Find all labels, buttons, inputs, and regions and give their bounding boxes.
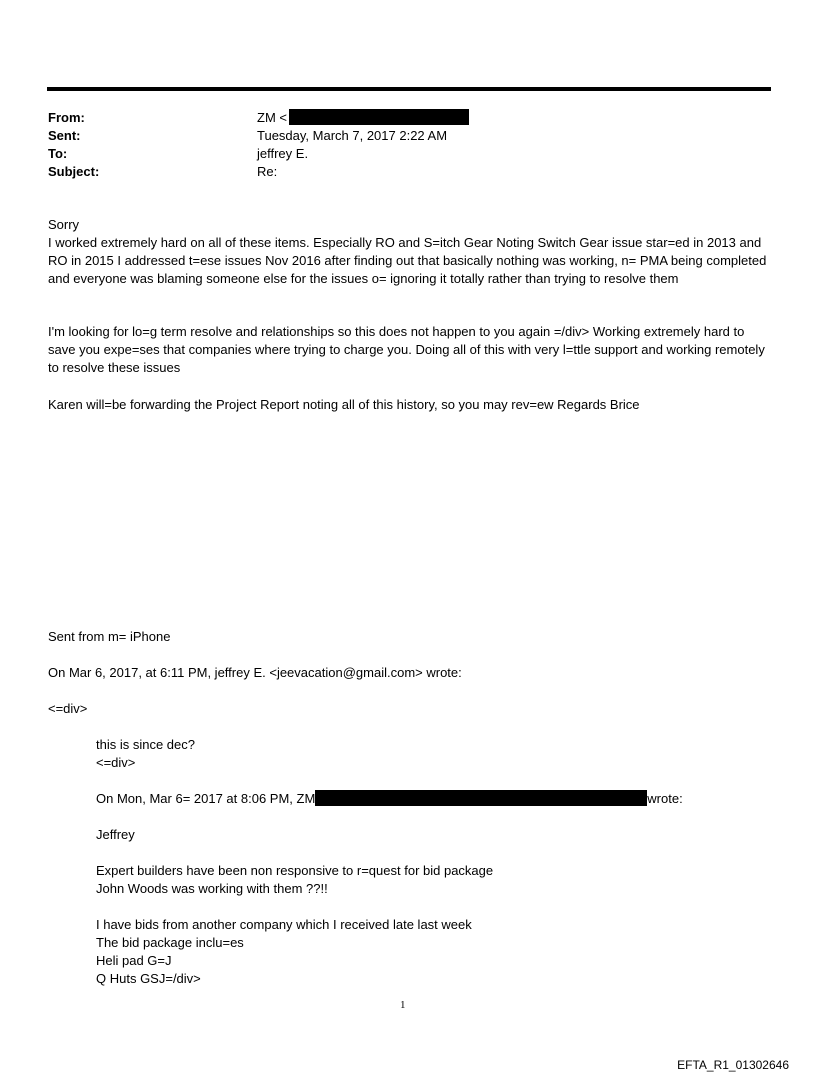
page-number: 1 xyxy=(400,999,406,1011)
redaction-box xyxy=(289,109,469,125)
quoted-line: John Woods was working with them ??!! xyxy=(96,881,328,896)
quoted-line: <=div> xyxy=(96,755,136,770)
to-row xyxy=(48,145,469,163)
attribution-text: On Mar 6, 2017, at 6:11 PM, jeffrey E. <jeevacation@gmail.com> wrote: xyxy=(48,665,462,680)
quote-attribution xyxy=(48,664,770,682)
sent-label: Sent: xyxy=(48,128,81,143)
document-id: EFTA_R1_01302646 xyxy=(677,1058,789,1072)
sent-row xyxy=(48,127,469,145)
quoted-line: Heli pad G=J xyxy=(96,953,172,968)
subject-row xyxy=(48,163,469,181)
quoted-line: The bid package inclu=es xyxy=(96,935,244,950)
message-paragraph-2 xyxy=(48,323,770,377)
email-header xyxy=(48,109,469,181)
header-rule xyxy=(47,87,771,91)
quoted-block-1 xyxy=(96,736,756,772)
from-row xyxy=(48,109,469,127)
greeting-text: Jeffrey xyxy=(96,827,135,842)
message-paragraph-3 xyxy=(48,396,770,414)
attribution-prefix: On Mon, Mar 6= 2017 at 8:06 PM, ZM xyxy=(96,791,316,806)
quoted-attribution xyxy=(96,790,756,808)
sent-from-text: Sent from m= iPhone xyxy=(48,629,171,644)
subject-label: Subject: xyxy=(48,164,100,179)
sorry-line: Sorry xyxy=(48,217,80,232)
quoted-line: Q Huts GSJ=/div> xyxy=(96,971,201,986)
sent-value: Tuesday, March 7, 2017 2:22 AM xyxy=(257,128,448,143)
from-label: From: xyxy=(48,110,85,125)
to-label: To: xyxy=(48,146,68,161)
paragraph-text: I'm looking for lo=g term resolve and relationships so this does not happen to you again =/div> Working extremely hard to save you expe=ses that companies where trying to charge you. Doing all of this with very l=ttle support and working remotely to resolve these issues xyxy=(48,324,765,375)
attribution-suffix: wrote: xyxy=(647,791,683,806)
quoted-block-2 xyxy=(96,862,756,898)
quoted-line: this is since dec? xyxy=(96,737,195,752)
paragraph-text: Karen will=be forwarding the Project Report noting all of this history, so you may rev=ew Regards Brice xyxy=(48,397,640,412)
to-value: jeffrey E. xyxy=(257,146,309,161)
div-tag-line xyxy=(48,700,770,718)
redaction-box xyxy=(315,790,647,806)
message-paragraph-1 xyxy=(48,216,770,288)
subject-value: Re: xyxy=(257,164,278,179)
paragraph-text: I worked extremely hard on all of these items. Especially RO and S=itch Gear Noting Switch Gear issue star=ed in 2013 and RO in 2015 I addressed t=ese issues Nov 2016 after finding out that basically nothing was working, n= PMA being completed and everyone was blaming someone else for the issues o= ignoring it totally rather than trying to resolve them xyxy=(48,235,767,286)
quoted-greeting xyxy=(96,826,756,844)
quoted-attribution-line xyxy=(96,790,756,808)
sent-from-line xyxy=(48,628,770,646)
quoted-line: I have bids from another company which I received late last week xyxy=(96,917,472,932)
quoted-block-3 xyxy=(96,916,756,988)
div-tag-text: <=div> xyxy=(48,701,88,716)
from-name: ZM < xyxy=(257,110,287,125)
from-value xyxy=(257,109,469,127)
quoted-line: Expert builders have been non responsive to r=quest for bid package xyxy=(96,863,494,878)
